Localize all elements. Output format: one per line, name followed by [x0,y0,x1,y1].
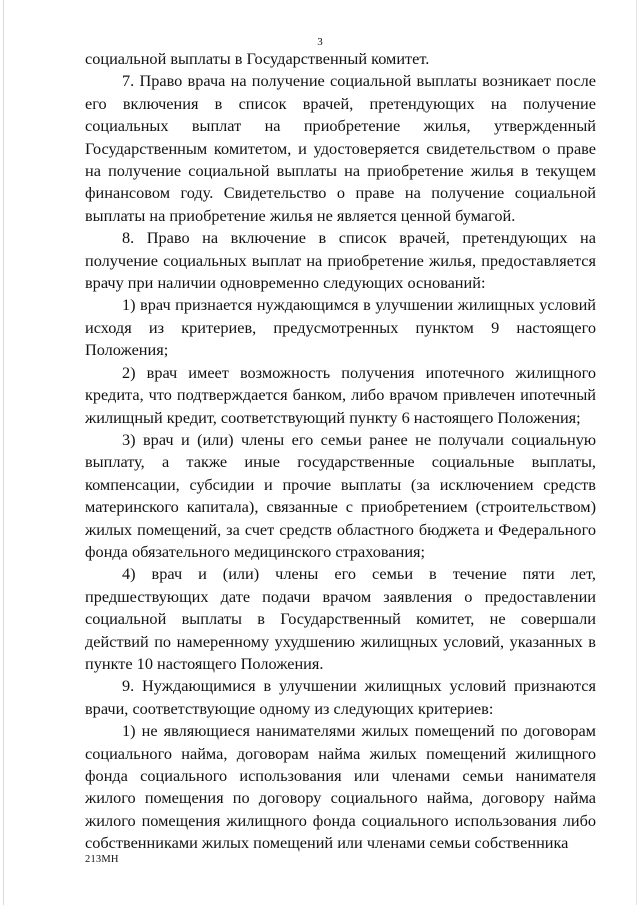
paragraph-continuation: социальной выплаты в Государственный комитет. [85,49,430,68]
paragraph-item-9-sub-1: 1) не являющиеся нанимателями жилых помещений по договорам социального найма, договорам найма жилых помещений жилищного фонда социального использования или членами семьи нанимателя жилого помещения по договору социального найма, договору найма жилого помещения жилищного фонда социального использования либо собственниками жилых помещений или членами семьи собственника [85,721,596,853]
scan-left-edge [3,0,4,905]
paragraph-item-9: 9. Нуждающимися в улучшении жилищных условий признаются врачи, соответствующие одному из следующих критериев: [85,676,596,718]
paragraph-item-8-sub-4: 4) врач и (или) члены его семьи в течение пяти лет, предшествующих дате подачи врачом заявления о предоставлении социальной выплаты в Государственный комитет, не совершали действий по намеренному ухудшению жилищных условий, указанных в пункте 10 настоящего Положения. [85,564,596,673]
paragraph-item-8-sub-3: 3) врач и (или) члены его семьи ранее не получали социальную выплату, а также иные государственные социальные выплаты, компенсации, субсидии и прочие выплаты (за исключением средств материнского капитала), связанные с приобретением (строительством) жилых помещений, за счет средств областного бюджета и Федерального фонда обязательного медицинского страхования; [85,429,596,561]
paragraph-item-8-sub-1: 1) врач признается нуждающимся в улучшении жилищных условий исходя из критериев, предусмотренных пунктом 9 настоящего Положения; [85,295,596,360]
document-body [85,48,596,855]
scan-right-edge [636,0,637,905]
paragraph-item-8: 8. Право на включение в список врачей, претендующих на получение социальных выплат на приобретение жилья, предоставляется врачу при наличии одновременно следующих оснований: [85,228,596,293]
document-code: 213МН [85,854,119,865]
paragraph-item-8-sub-2: 2) врач имеет возможность получения ипотечного жилищного кредита, что подтверждается банком, либо врачом привлечен ипотечный жилищный кредит, соответствующий пункту 6 настоящего Положения; [85,362,596,427]
paragraph-item-7: 7. Право врача на получение социальной выплаты возникает после его включения в список врачей, претендующих на получение социальных выплат на приобретение жилья, утвержденный Государственным комитетом, и удостоверяется свидетельством о праве на получение социальной выплаты на приобретение жилья в текущем финансовом году. Свидетельство о праве на получение социальной выплаты на приобретение жилья не является ценной бумагой. [85,71,596,225]
page-number: 3 [317,36,323,48]
